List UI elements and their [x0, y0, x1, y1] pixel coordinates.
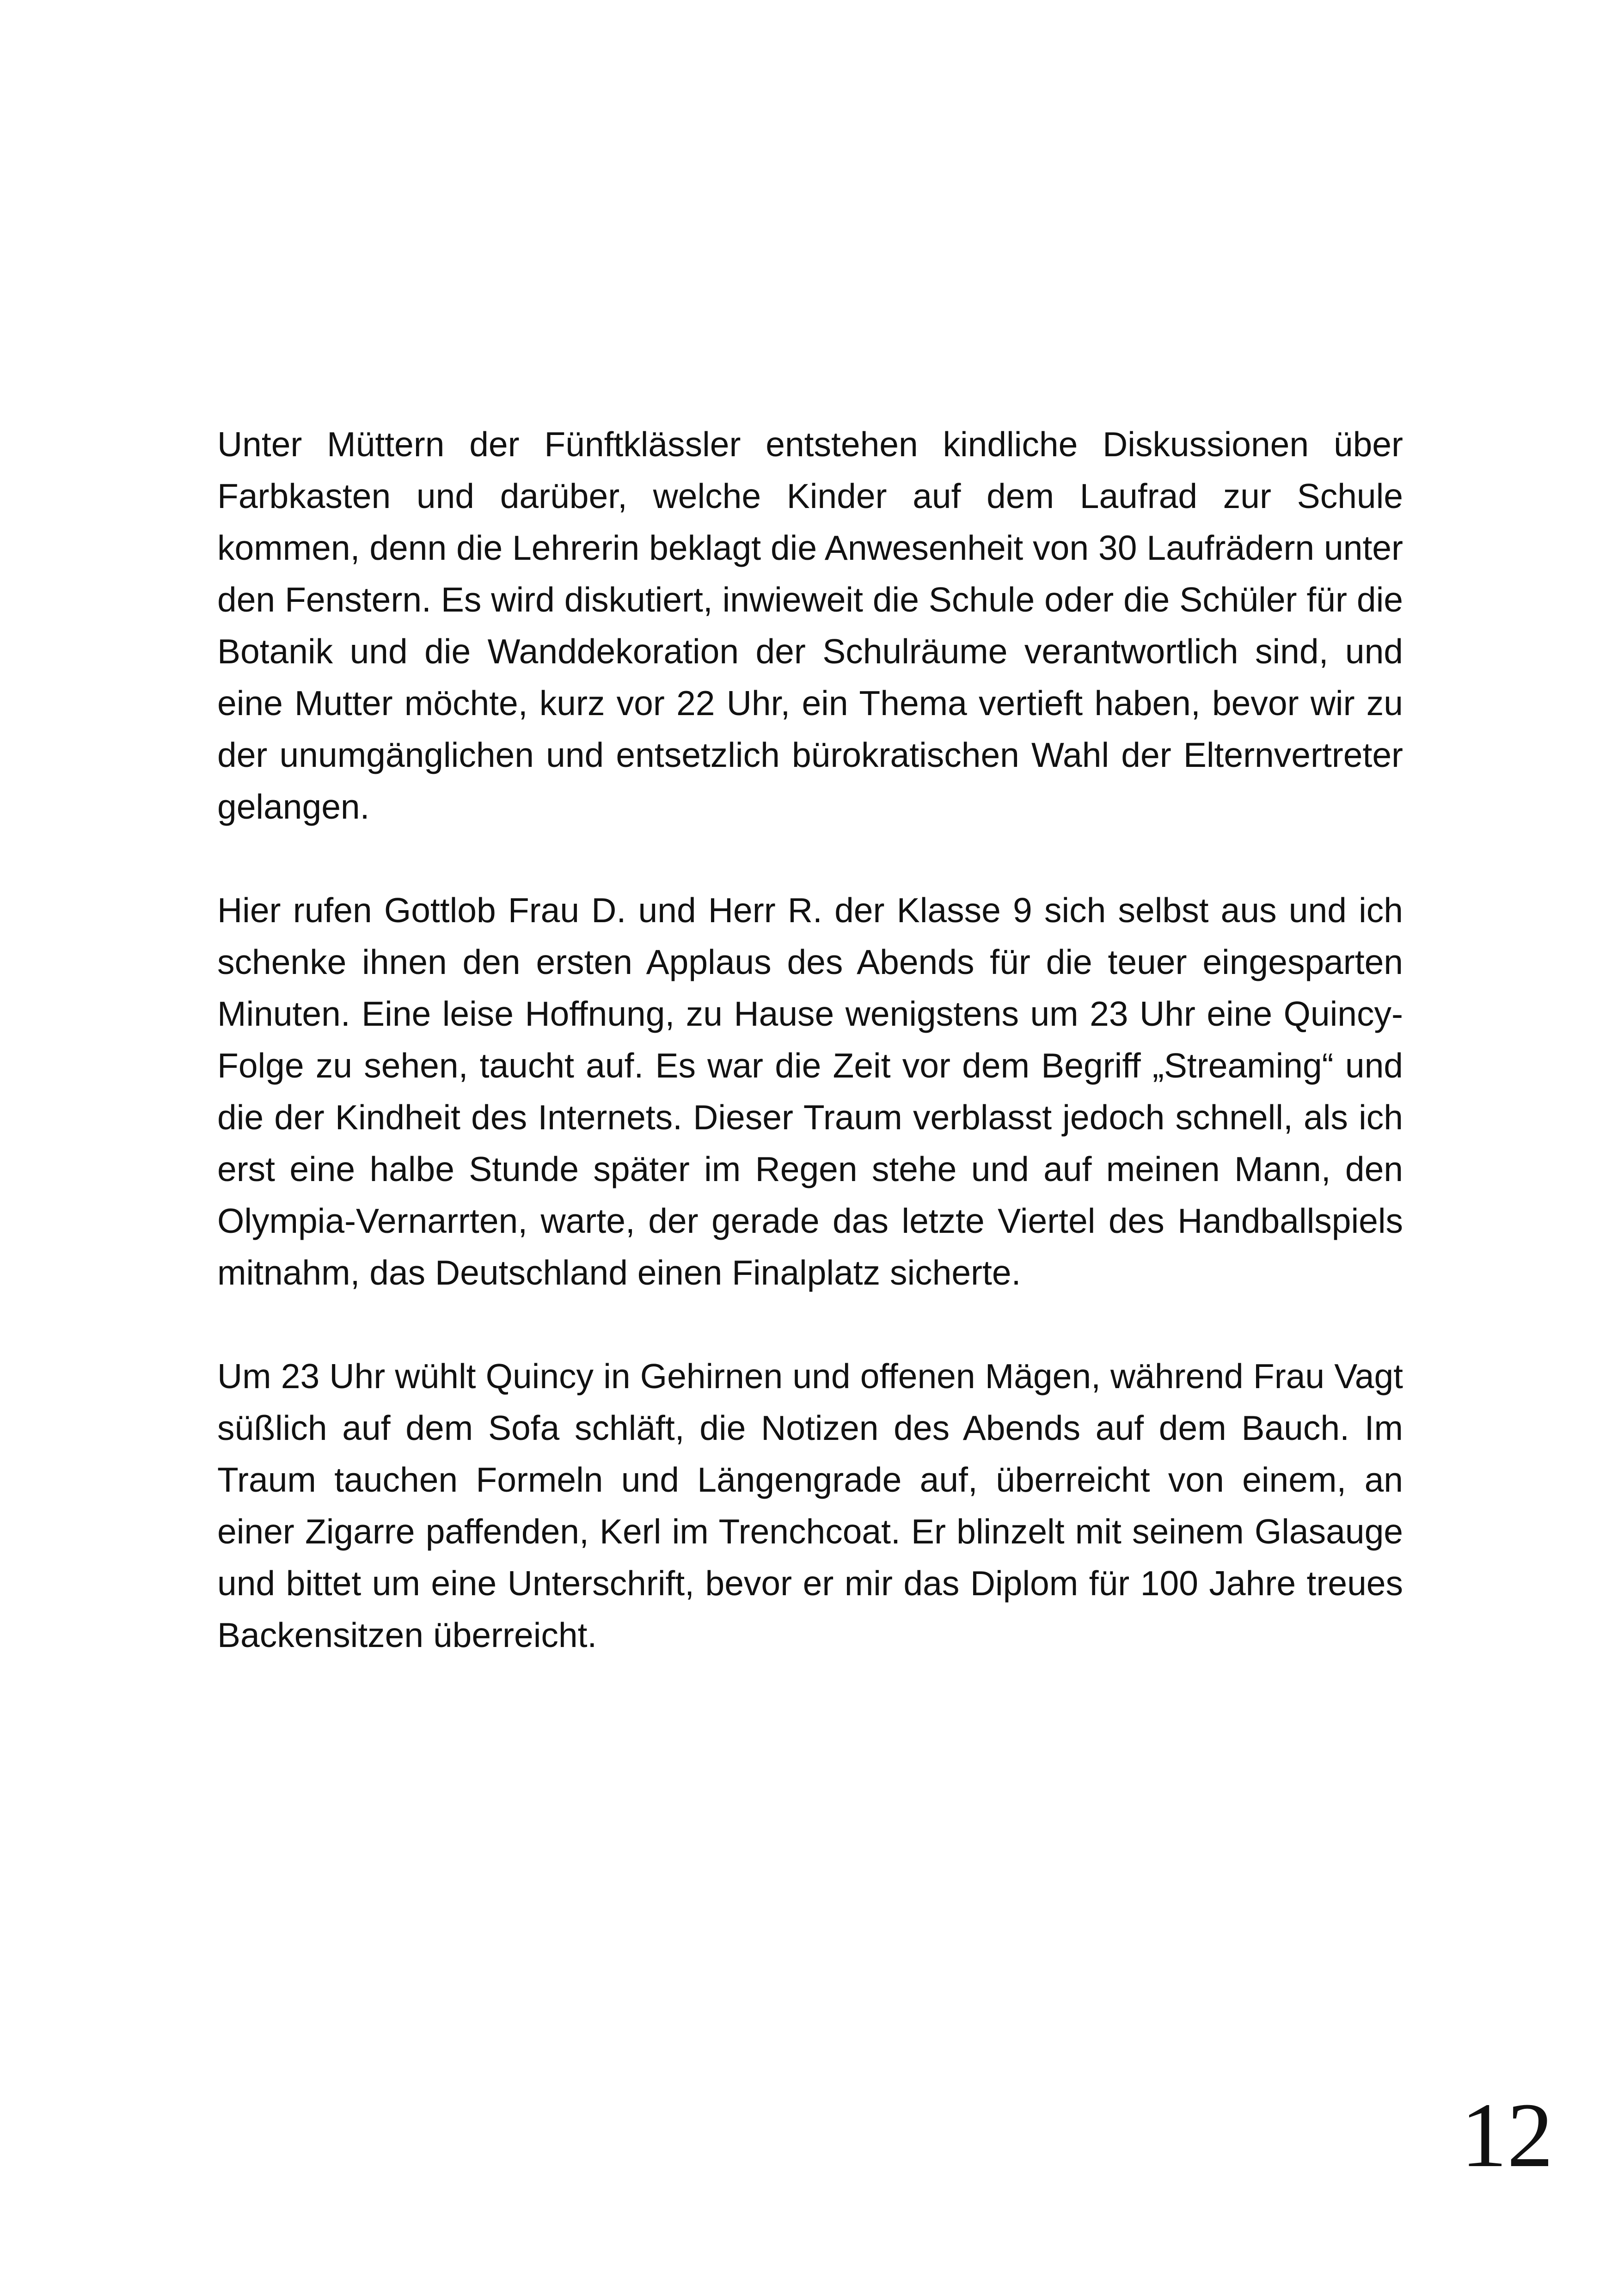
paragraph-2: Hier rufen Gottlob Frau D. und Herr R. der Klasse 9 sich selbst aus und ich schenke ihnen den ersten Applaus des Abends für die teuer eingesparten Minuten. Eine leise Hoffnung, zu Hause wenigstens um 23 Uhr eine Quincy-Folge zu sehen, taucht auf. Es war die Zeit vor dem Begriff „Streaming“ und die der Kindheit des Internets. Dieser Traum verblasst jedoch schnell, als ich erst eine halbe Stunde später im Regen stehe und auf meinen Mann, den Olympia-Vernarrten, warte, der gerade das letzte Viertel des Handballspiels mitnahm, das Deutschland einen Finalplatz sicherte. — [217, 891, 1403, 1292]
paragraph-3: Um 23 Uhr wühlt Quincy in Gehirnen und offenen Mägen, während Frau Vagt süßlich auf dem Sofa schläft, die Notizen des Abends auf dem Bauch. Im Traum tauchen Formeln und Längengrade auf, überreicht von einem, an einer Zigarre paffenden, Kerl im Trenchcoat. Er blinzelt mit seinem Glasauge und bittet um eine Unterschrift, bevor er mir das Diplom für 100 Jahre treues Backensitzen überreicht. — [217, 1357, 1403, 1654]
paragraph-1: Unter Müttern der Fünftklässler entstehen kindliche Diskussionen über Farbkasten und darüber, welche Kinder auf dem Laufrad zur Schule kommen, denn die Lehrerin beklagt die Anwesenheit von 30 Laufrädern unter den Fenstern. Es wird diskutiert, inwieweit die Schule oder die Schüler für die Botanik und die Wanddekoration der Schulräume verantwortlich sind, und eine Mutter möchte, kurz vor 22 Uhr, ein Thema vertieft haben, bevor wir zu der unumgänglichen und entsetzlich bürokratischen Wahl der Elternvertreter gelangen. — [217, 425, 1403, 826]
body-text — [217, 418, 1403, 1661]
page-number: 12 — [1461, 2084, 1553, 2186]
